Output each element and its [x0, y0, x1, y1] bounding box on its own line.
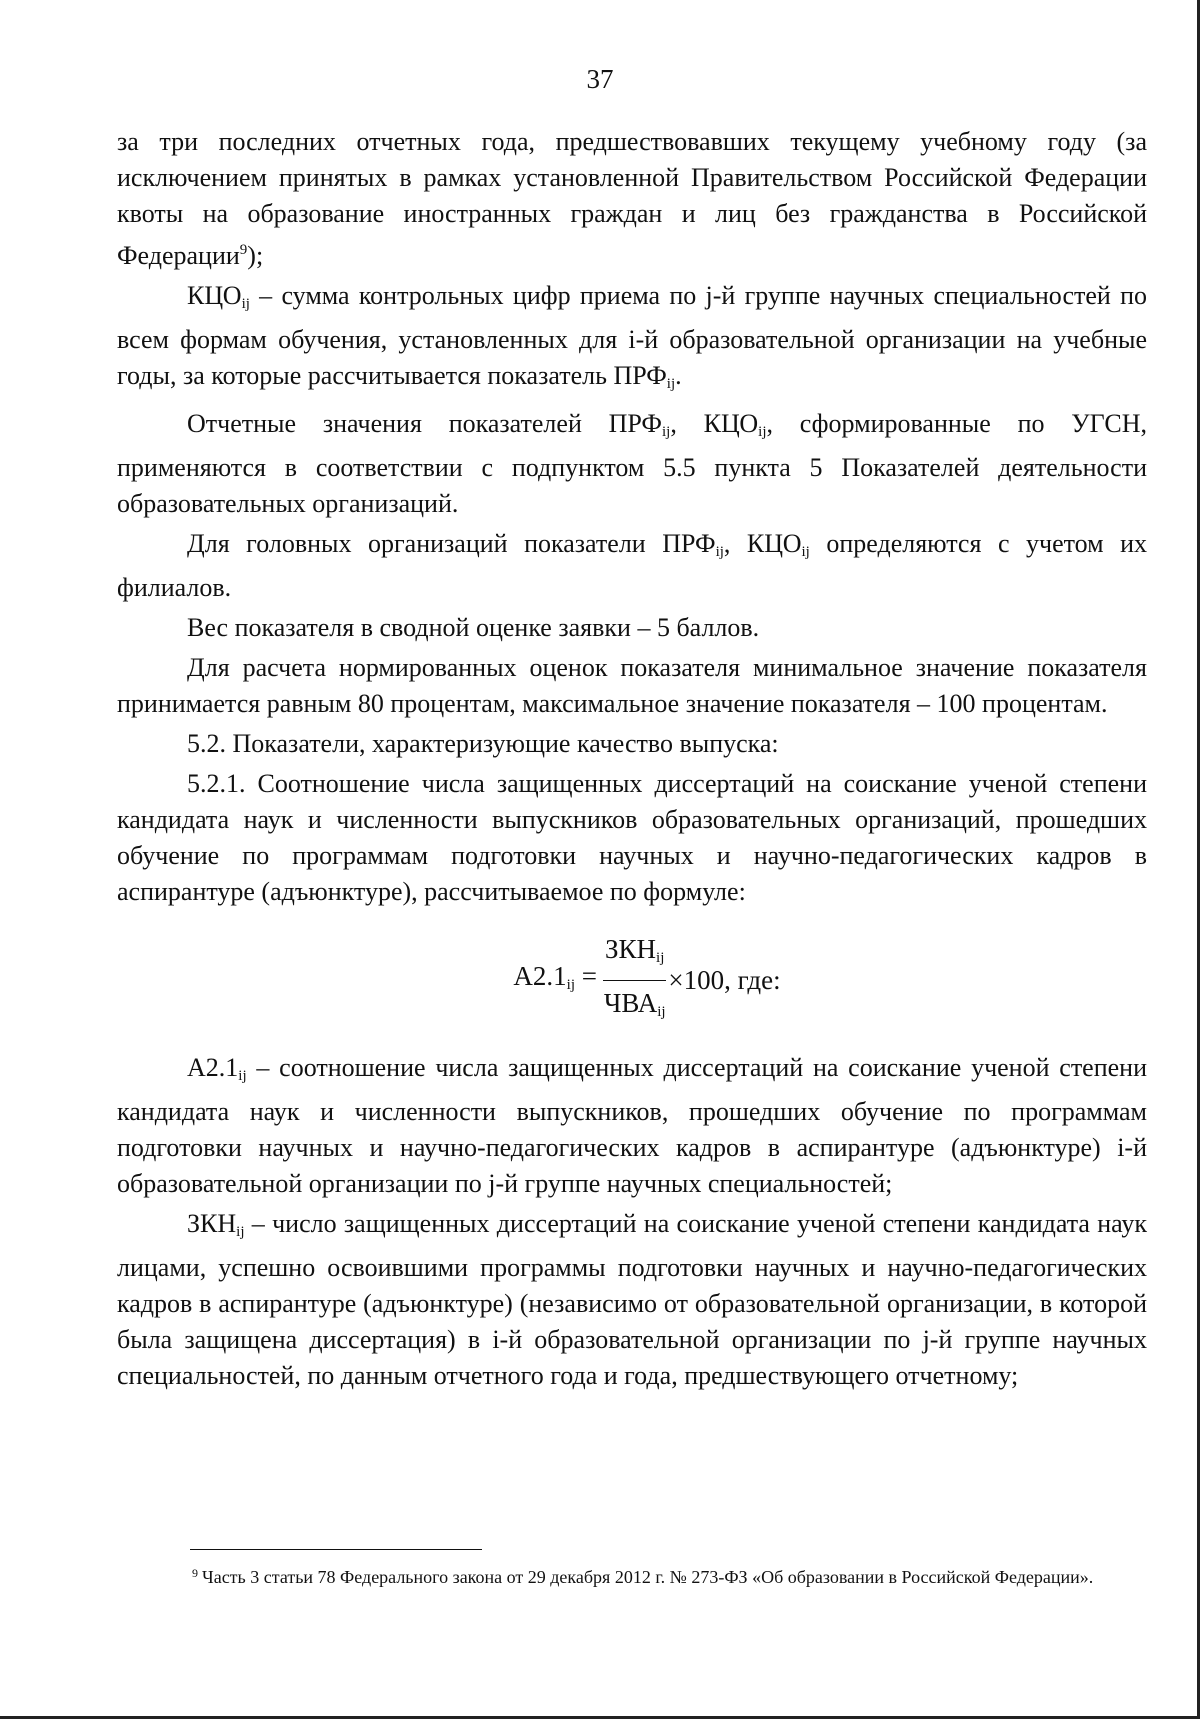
formula-lhs: $A2.1_{ij}$ = [513, 960, 597, 993]
paragraph-kco-definition: $КЦО_{ij}$ – сумма контрольных цифр приема по j-й группе научных специальностей по всем формам обучения, установленных для i-й образовательной организации на учебные годы, за которые рассчитывается показатель $ПРФ_{ij}$. [117, 281, 1147, 392]
formula-numerator: $ЗКН_{ij}$ [605, 933, 665, 966]
paragraph-quota-continuation: за три последних отчетных года, предшествовавших текущему учебному году (за исключением принятых в рамках установленной Правительством Российской Федерации квоты на образование иностранных граждан и лиц без гражданства в Российской Федерации$^9$); [117, 127, 1147, 270]
formula-denominator: $ЧВА_{ij}$ [603, 987, 666, 1020]
formula-rest: ×100, где: [668, 965, 781, 995]
footnote-mark: 9 [192, 1566, 198, 1580]
paragraph-head-organizations: Для головных организаций показатели $ПРФ_{ij}$, $КЦО_{ij}$ определяются с учетом их филиалов. [117, 529, 1148, 602]
footnote [117, 1560, 1127, 1590]
paragraph-reported-values: Отчетные значения показателей $ПРФ_{ij}$, $КЦО_{ij}$, сформированные по УГСН, применяются в соответствии с подпунктом 5.5 пункта 5 Показателей деятельности образовательных организаций. [117, 409, 1147, 518]
formula-fraction [603, 931, 666, 1030]
paragraph-normalization: Для расчета нормированных оценок показателя минимальное значение показателя принимается равным 80 процентам, максимальное значение показателя – 100 процентам. [117, 653, 1147, 718]
paragraph-weight: Вес показателя в сводной оценке заявки – 5 баллов. [187, 613, 760, 642]
section-heading-5-2: 5.2. Показатели, характеризующие качество выпуска: [187, 729, 779, 758]
paragraph-a2-1-definition: $А2.1_{ij}$ – соотношение числа защищенных диссертаций на соискание ученой степени кандидата наук и численности выпускников, прошедших обучение по программам подготовки научных и научно-педагогических кадров в аспирантуре (адъюнктуре) i-й образовательной организации по j-й группе научных специальностей; [117, 1053, 1147, 1198]
page-number: 37 [586, 64, 614, 94]
footnote-text: Часть 3 статьи 78 Федерального закона от 29 декабря 2012 г. № 273-ФЗ «Об образовании в Российской Федерации». [202, 1567, 1094, 1587]
paragraph-5-2-1: 5.2.1. Соотношение числа защищенных диссертаций на соискание ученой степени кандидата наук и численности выпускников образовательных организаций, прошедших обучение по программам подготовки научных и научно-педагогических кадров в аспирантуре (адъюнктуре), рассчитываемое по формуле: [117, 769, 1147, 906]
footnote-separator [190, 1549, 482, 1550]
footnote-reference: 9 [239, 242, 248, 258]
paragraph-zkn-definition: $ЗКН_{ij}$ – число защищенных диссертаций на соискание ученой степени кандидата наук лицами, успешно освоившими программы подготовки научных и научно-педагогических кадров в аспирантуре (адъюнктуре) (независимо от образовательной организации, в которой была защищена диссертация) в i-й образовательной организации по j-й группе научных специальностей, по данным отчетного года и года, предшествующего отчетному; [117, 1209, 1147, 1390]
formula-a2-1 [147, 910, 1147, 1050]
page-body [117, 124, 1147, 1394]
